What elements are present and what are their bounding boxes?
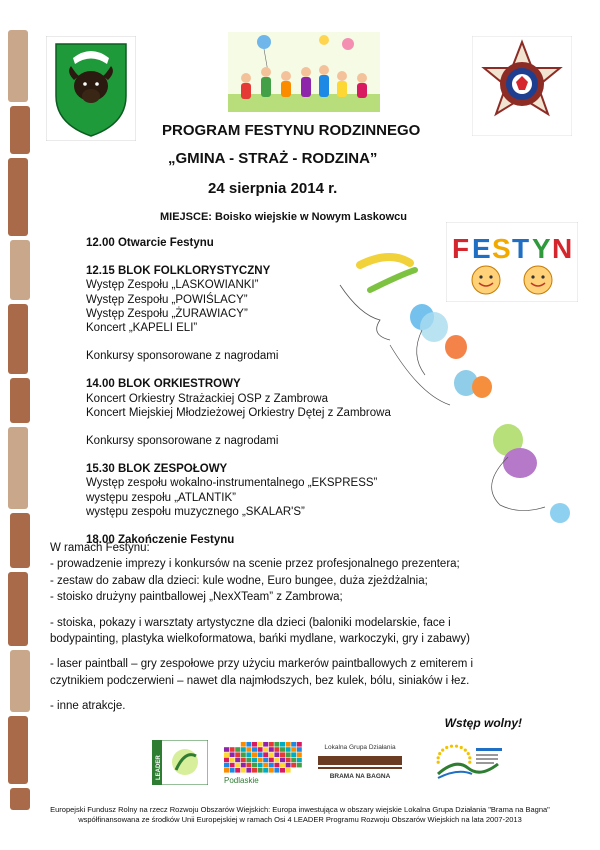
free-entry-note: Wstęp wolny! <box>444 716 522 730</box>
brick <box>10 240 30 300</box>
eu-star <box>468 756 471 759</box>
eu-star <box>437 761 440 764</box>
mosaic-tile <box>269 752 274 757</box>
leader-logo <box>152 740 208 785</box>
spacer <box>50 647 550 656</box>
festyn-letter-f: F <box>452 233 470 264</box>
mosaic-tile <box>286 742 291 747</box>
spacer <box>86 363 446 377</box>
program-block-heading: 12.15 BLOK FOLKLORYSTYCZNY <box>86 265 271 278</box>
mosaic-tile <box>291 747 296 752</box>
mosaic-tile <box>224 763 229 768</box>
prow-logo <box>428 740 506 785</box>
event-place: MIEJSCE: Boisko wiejskie w Nowym Laskowcu <box>160 211 407 223</box>
spacer <box>86 335 446 349</box>
eu-star <box>468 761 471 764</box>
podlaskie-logo <box>222 740 306 785</box>
mosaic-tile <box>252 768 257 773</box>
mosaic-tile <box>230 758 235 763</box>
program-item: Konkursy sponsorowane z nagrodami <box>86 435 279 448</box>
mosaic-tile <box>224 768 229 773</box>
mosaic-tile <box>274 763 279 768</box>
mosaic-tile <box>280 752 285 757</box>
mosaic-tile <box>235 747 240 752</box>
brick <box>10 650 30 712</box>
mosaic-tile <box>235 763 240 768</box>
festival-attractions <box>50 540 550 715</box>
festyn-letter-t: T <box>512 233 530 264</box>
mosaic-tile <box>297 763 302 768</box>
mosaic-tile <box>280 758 285 763</box>
spacer <box>50 689 550 698</box>
spacer <box>86 519 446 533</box>
festyn-letter-n: N <box>552 233 573 264</box>
mosaic-tile <box>291 758 296 763</box>
mosaic-tile <box>269 758 274 763</box>
mosaic-tile <box>246 752 251 757</box>
eu-star <box>441 749 444 752</box>
mosaic-tile <box>286 752 291 757</box>
mosaic-tile <box>252 742 257 747</box>
eu-star <box>438 752 441 755</box>
attraction-line: - zestaw do zabaw dla dzieci: kule wodne, Euro bungee, duża zjeżdżalnia; <box>50 574 428 587</box>
lgd-logo <box>314 740 406 785</box>
brick <box>8 572 28 646</box>
children-illustration <box>228 32 380 112</box>
mosaic-tile <box>286 763 291 768</box>
mosaic-tile <box>241 763 246 768</box>
attraction-line: - stoiska, pokazy i warsztaty artystyczne dla dzieci (baloniki modelarskie, face i <box>50 616 451 629</box>
program-item: Konkursy sponsorowane z nagrodami <box>86 350 279 363</box>
spacer <box>86 250 446 264</box>
mosaic-tile <box>258 768 263 773</box>
brick-border <box>8 30 34 820</box>
program-item: Koncert Miejskiej Młodzieżowej Orkiestry Dętej z Zambrowa <box>86 406 391 419</box>
mosaic-tile <box>230 768 235 773</box>
mosaic-tile <box>241 747 246 752</box>
mosaic-tile <box>274 758 279 763</box>
mosaic-tile <box>286 747 291 752</box>
eu-star <box>464 749 467 752</box>
mosaic-tile <box>230 763 235 768</box>
mosaic-tile <box>258 747 263 752</box>
mosaic-tile <box>246 763 251 768</box>
eu-star <box>467 752 470 755</box>
mosaic-tile <box>230 747 235 752</box>
mosaic-tile <box>246 747 251 752</box>
mosaic-tile <box>297 742 302 747</box>
mosaic-tile <box>269 768 274 773</box>
program-block-heading: 18.00 Zakończenie Festynu <box>86 534 235 547</box>
eu-star <box>437 756 440 759</box>
footer-line-1: Europejski Fundusz Rolny na rzecz Rozwoju Obszarów Wiejskich: Europa inwestująca w obszary wiejskie Lokalna Grupa Działania "Brama na Bagna" <box>50 805 550 814</box>
mosaic-tile <box>286 768 291 773</box>
mosaic-tile <box>280 747 285 752</box>
lgd-top-text: Lokalna Grupa Działania <box>324 744 396 751</box>
mosaic-tile <box>224 752 229 757</box>
footer-line-2: współfinansowana ze środków Unii Europejskiej w ramach Osi 4 LEADER Programu Rozwoju Obszarów Wiejskich na lata 2007-2013 <box>78 815 522 824</box>
festyn-letter-s: S <box>492 233 511 264</box>
lgd-bottom-text: BRAMA NA BAGNA <box>329 773 391 780</box>
mosaic-tile <box>246 758 251 763</box>
program-item: Koncert „KAPELI ELI” <box>86 322 198 335</box>
attraction-line: - prowadzenie imprezy i konkursów na scenie przez profesjonalnego prezentera; <box>50 558 460 571</box>
spacer <box>86 420 446 434</box>
program-item: występu zespołu muzycznego „SKALAR'S” <box>86 505 305 518</box>
program-title: PROGRAM FESTYNU RODZINNEGO <box>162 122 421 139</box>
mosaic-tile <box>269 742 274 747</box>
mosaic-tile <box>263 747 268 752</box>
mosaic-tile <box>252 763 257 768</box>
event-date: 24 sierpnia 2014 r. <box>208 180 338 197</box>
mosaic-tile <box>291 742 296 747</box>
spacer <box>86 448 446 462</box>
mosaic-tile <box>235 758 240 763</box>
attraction-line: czytnikiem podczerwieni – nawet dla najmłodszych, bez kulek, bólu, siniaków i łez. <box>50 674 470 687</box>
mosaic-tile <box>297 758 302 763</box>
brick <box>8 30 28 102</box>
mosaic-tile <box>269 747 274 752</box>
mosaic-tile <box>269 763 274 768</box>
brick <box>8 716 28 784</box>
mosaic-tile <box>274 747 279 752</box>
festyn-letter-e: E <box>472 233 491 264</box>
motto: „GMINA - STRAŻ - RODZINA” <box>168 150 378 167</box>
mosaic-tile <box>280 742 285 747</box>
mosaic-tile <box>274 742 279 747</box>
attraction-line: - stoisko drużyny paintballowej „NexXTeam” z Zambrowa; <box>50 591 343 604</box>
mosaic-tile <box>291 763 296 768</box>
mosaic-tile <box>241 752 246 757</box>
eu-funding-footer <box>0 805 600 825</box>
attraction-line: - inne atrakcje. <box>50 700 126 713</box>
mosaic-tile <box>252 752 257 757</box>
brick <box>8 427 28 509</box>
mosaic-tile <box>235 768 240 773</box>
program-item: Występ zespołu wokalno-instrumentalnego „EKSPRESS” <box>86 477 378 490</box>
mosaic-tile <box>258 752 263 757</box>
mosaic-tile <box>263 758 268 763</box>
mosaic-tile <box>280 768 285 773</box>
leader-text: LEADER <box>156 755 162 780</box>
mosaic-tile <box>263 763 268 768</box>
mosaic-tile <box>263 742 268 747</box>
program-block-heading: 14.00 BLOK ORKIESTROWY <box>86 378 241 391</box>
program-item: Występ Zespołu „ŻURAWIACY” <box>86 307 248 320</box>
brick <box>10 378 30 423</box>
fire-brigade-emblem <box>472 36 572 136</box>
program-item: Koncert Orkiestry Strażackiej OSP z Zambrowa <box>86 392 328 405</box>
mosaic-tile <box>224 747 229 752</box>
brick <box>10 106 30 154</box>
festyn-letter-y: Y <box>532 233 551 264</box>
mosaic-tile <box>224 758 229 763</box>
program-block-heading: 12.00 Otwarcie Festynu <box>86 237 214 249</box>
mosaic-tile <box>241 758 246 763</box>
mosaic-tile <box>280 763 285 768</box>
mosaic-tile <box>263 768 268 773</box>
mosaic-tile <box>235 752 240 757</box>
mosaic-tile <box>252 747 257 752</box>
brick <box>8 158 28 236</box>
mosaic-tile <box>230 752 235 757</box>
spacer <box>50 606 550 615</box>
mosaic-tile <box>263 752 268 757</box>
program-list <box>86 236 446 547</box>
gmina-coat-of-arms <box>46 36 136 141</box>
eu-star <box>450 745 453 748</box>
eu-star <box>445 746 448 749</box>
attraction-line: W ramach Festynu: <box>50 542 150 554</box>
eu-star <box>460 746 463 749</box>
mosaic-tile <box>241 742 246 747</box>
mosaic-tile <box>274 768 279 773</box>
mosaic-tile <box>274 752 279 757</box>
attraction-line: bodypainting, plastyka wielkoformatowa, bańki mydlane, warkoczyki, gry i zabawy) <box>50 633 470 646</box>
mosaic-tile <box>246 768 251 773</box>
mosaic-tile <box>297 752 302 757</box>
mosaic-tile <box>286 758 291 763</box>
mosaic-tile <box>297 747 302 752</box>
mosaic-tile <box>246 742 251 747</box>
eu-star <box>455 745 458 748</box>
mosaic-tile <box>258 763 263 768</box>
program-item: Występ Zespołu „POWIŚLACY” <box>86 293 248 306</box>
mosaic-tile <box>258 758 263 763</box>
program-item: występu zespołu „ATLANTIK” <box>86 491 236 504</box>
attraction-line: - laser paintball – gry zespołowe przy użyciu markerów paintballowych z emiterem i <box>50 658 474 671</box>
program-block-heading: 15.30 BLOK ZESPOŁOWY <box>86 463 228 476</box>
mosaic-tile <box>258 742 263 747</box>
brick <box>8 304 28 374</box>
brick <box>10 513 30 568</box>
mosaic-tile <box>252 758 257 763</box>
mosaic-tile <box>241 768 246 773</box>
mosaic-tile <box>291 752 296 757</box>
podlaskie-text: Podlaskie <box>224 776 259 785</box>
program-item: Występ Zespołu „LASKOWIANKI” <box>86 279 259 292</box>
